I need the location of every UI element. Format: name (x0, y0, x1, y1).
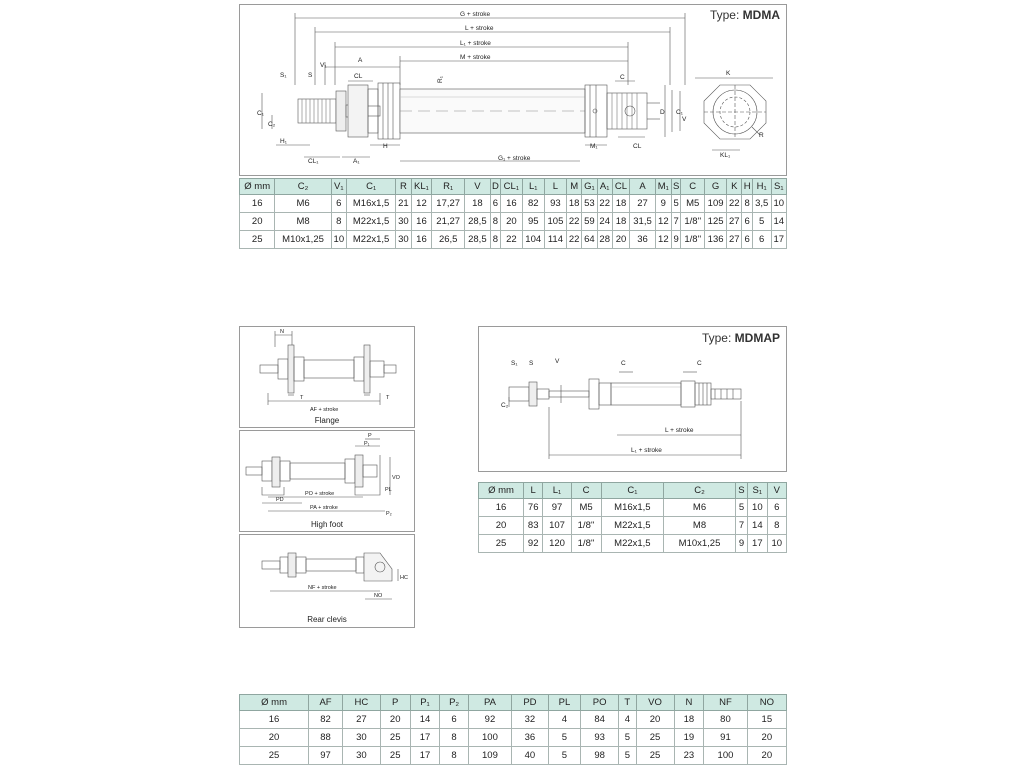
table-cell: 28 (597, 231, 612, 249)
column-header: S₁ (771, 179, 786, 195)
flange-mount-panel (239, 326, 415, 428)
table-cell: 30 (396, 231, 411, 249)
table-row (240, 747, 787, 765)
column-header: CL₁ (501, 179, 523, 195)
table-cell: 80 (704, 711, 747, 729)
column-header: PA (468, 695, 511, 711)
dim-r1: R₁ (437, 76, 444, 83)
column-header: L (544, 179, 566, 195)
table-row (479, 499, 787, 517)
table-cell: M16x1,5 (346, 195, 395, 213)
column-header: G (704, 179, 726, 195)
high-foot-drawing (240, 431, 414, 519)
column-header: PL (548, 695, 580, 711)
table-cell: 12 (655, 231, 671, 249)
table-cell: 100 (704, 747, 747, 765)
table-cell: 91 (704, 729, 747, 747)
column-header: R (396, 179, 411, 195)
column-header: C₁ (346, 179, 395, 195)
table-cell: M8 (275, 213, 331, 231)
table-cell: 120 (543, 535, 571, 553)
table-cell: 93 (544, 195, 566, 213)
table-cell: 22 (567, 213, 582, 231)
column-header: KL₁ (411, 179, 432, 195)
flange-drawing (240, 327, 414, 413)
table-cell: 26,5 (432, 231, 465, 249)
table-cell: 8 (742, 195, 752, 213)
table-cell: 7 (735, 517, 747, 535)
column-header: T (619, 695, 637, 711)
table-cell: 22 (567, 231, 582, 249)
table-cell: 40 (512, 747, 549, 765)
table-cell: 20 (612, 231, 629, 249)
column-header: P (380, 695, 410, 711)
column-header: V (767, 483, 786, 499)
dim-h: H (383, 143, 388, 150)
column-header: PO (581, 695, 619, 711)
table-cell: 30 (396, 213, 411, 231)
dim-po-stroke: PO + stroke (305, 491, 335, 497)
table-cell: 88 (309, 729, 343, 747)
mdma-cylinder-drawing (240, 5, 786, 175)
table-cell: 25 (240, 231, 275, 249)
table-cell: 1/8'' (571, 517, 601, 535)
table-cell: M22x1,5 (601, 517, 664, 535)
column-header: G₁ (582, 179, 597, 195)
dim-m-stroke: M + stroke (460, 54, 491, 61)
table-cell: 10 (767, 535, 786, 553)
table-cell: 25 (380, 729, 410, 747)
table-cell: 32 (512, 711, 549, 729)
table-cell: 36 (630, 231, 656, 249)
table-cell: 6 (742, 231, 752, 249)
table-cell: 5 (735, 499, 747, 517)
column-header: HC (342, 695, 380, 711)
table-cell: 92 (524, 535, 543, 553)
column-header: AF (309, 695, 343, 711)
dim-c2: C₂ (501, 402, 509, 409)
table-cell: 59 (582, 213, 597, 231)
dim-a1: A₁ (353, 158, 360, 165)
dim-vo: VO (392, 475, 400, 481)
rear-clevis-caption: Rear clevis (307, 615, 347, 624)
table-cell: 12 (655, 213, 671, 231)
dim-c: C (620, 74, 625, 81)
table-row (240, 195, 787, 213)
table-cell: 8 (490, 213, 500, 231)
table-cell: 8 (440, 729, 468, 747)
high-foot-mount-panel (239, 430, 415, 532)
table-cell: 6 (742, 213, 752, 231)
table-cell: 25 (636, 729, 674, 747)
dim-l1-stroke: L₁ + stroke (631, 447, 662, 454)
mounting-dimension-table (239, 694, 787, 765)
table-cell: 1/8'' (681, 231, 705, 249)
column-header: M (567, 179, 582, 195)
table-cell: 5 (619, 747, 637, 765)
table-row (240, 231, 787, 249)
dim-pl: PL (385, 487, 392, 493)
table-cell: 18 (674, 711, 704, 729)
table-cell: 18 (612, 195, 629, 213)
table-cell: 25 (240, 747, 309, 765)
table-cell: 28,5 (465, 231, 491, 249)
table-cell: 105 (544, 213, 566, 231)
table-cell: 25 (380, 747, 410, 765)
table-cell: M6 (664, 499, 736, 517)
table-cell: M16x1,5 (601, 499, 664, 517)
dim-c-right: C (697, 360, 702, 367)
dim-g1-stroke: G₁ + stroke (498, 155, 531, 162)
table-cell: 23 (674, 747, 704, 765)
table-cell: 14 (410, 711, 440, 729)
dim-r: R (759, 132, 764, 139)
table-cell: 16 (240, 195, 275, 213)
mdma-dimension-table (239, 178, 787, 249)
column-header: K (727, 179, 742, 195)
rear-clevis-mount-panel (239, 534, 415, 628)
table-cell: 5 (548, 729, 580, 747)
dim-kl1: KL₁ (720, 152, 731, 159)
table-cell: 125 (704, 213, 726, 231)
table-row (479, 517, 787, 535)
dim-p: P (368, 433, 372, 439)
table-cell: 100 (468, 729, 511, 747)
table-cell: 107 (543, 517, 571, 535)
table-cell: 4 (548, 711, 580, 729)
dim-k: K (726, 70, 731, 77)
table-cell: 5 (671, 195, 681, 213)
column-header: C (681, 179, 705, 195)
table-cell: 17 (771, 231, 786, 249)
table-cell: 6 (331, 195, 346, 213)
dim-m1: M₁ (590, 143, 598, 150)
column-header: A (630, 179, 656, 195)
table-cell: 83 (524, 517, 543, 535)
dim-l-stroke: L + stroke (665, 427, 694, 434)
column-header: H (742, 179, 752, 195)
table-cell: 9 (655, 195, 671, 213)
table-cell: 30 (342, 747, 380, 765)
dim-c1-right: C₁ (676, 109, 683, 116)
column-header: L (524, 483, 543, 499)
table-cell: 98 (581, 747, 619, 765)
dim-cl-right: CL (633, 143, 642, 150)
column-header: Ø mm (240, 695, 309, 711)
dim-t-right: T (386, 395, 390, 401)
table-row (240, 213, 787, 231)
table-cell: 22 (727, 195, 742, 213)
dim-d: D (660, 109, 665, 116)
table-cell: 20 (240, 729, 309, 747)
table-cell: M22x1,5 (346, 213, 395, 231)
table-cell: 1/8'' (681, 213, 705, 231)
column-header: M₁ (655, 179, 671, 195)
table-cell: 22 (597, 195, 612, 213)
table-cell: 14 (771, 213, 786, 231)
table-cell: 6 (490, 195, 500, 213)
dim-l-stroke: L + stroke (465, 25, 494, 32)
column-header: S (735, 483, 747, 499)
column-header: CL (612, 179, 629, 195)
table-cell: M6 (275, 195, 331, 213)
table-cell: 20 (747, 747, 786, 765)
table-cell: 6 (767, 499, 786, 517)
table-header-row (240, 179, 787, 195)
column-header: NF (704, 695, 747, 711)
table-cell: 5 (548, 747, 580, 765)
table-cell: 22 (501, 231, 523, 249)
table-cell: 5 (752, 213, 771, 231)
table-cell: 64 (582, 231, 597, 249)
dim-c-left: C (621, 360, 626, 367)
table-cell: 10 (771, 195, 786, 213)
table-cell: 109 (468, 747, 511, 765)
table-cell: 28,5 (465, 213, 491, 231)
mdmap-type-label: Type: MDMAP (701, 331, 780, 345)
table-cell: 76 (524, 499, 543, 517)
column-header: VO (636, 695, 674, 711)
table-cell: 18 (567, 195, 582, 213)
table-cell: 7 (671, 213, 681, 231)
table-cell: 6 (752, 231, 771, 249)
table-cell: 3,5 (752, 195, 771, 213)
mdmap-dimension-table (478, 482, 787, 553)
mdma-type-label: Type: MDMA (709, 8, 780, 22)
table-cell: 27 (630, 195, 656, 213)
table-cell: 82 (522, 195, 544, 213)
table-cell: 36 (512, 729, 549, 747)
dim-no: NO (374, 593, 383, 599)
table-cell: M22x1,5 (601, 535, 664, 553)
table-cell: 17 (410, 747, 440, 765)
table-cell: 114 (544, 231, 566, 249)
dim-pd: PD (276, 497, 284, 503)
dim-cl: CL (354, 73, 363, 80)
flange-caption: Flange (314, 416, 340, 425)
dim-g-stroke: G + stroke (460, 11, 491, 18)
table-cell: 12 (411, 195, 432, 213)
table-cell: 17 (748, 535, 767, 553)
column-header: V (465, 179, 491, 195)
table-cell: 109 (704, 195, 726, 213)
column-header: C₁ (601, 483, 664, 499)
dim-c2: C₂ (268, 121, 276, 128)
table-cell: 21,27 (432, 213, 465, 231)
mdmap-cylinder-drawing (479, 327, 786, 471)
column-header: A₁ (597, 179, 612, 195)
dim-t-left: T (300, 395, 304, 401)
table-cell: 8 (490, 231, 500, 249)
table-cell: 18 (465, 195, 491, 213)
table-cell: 31,5 (630, 213, 656, 231)
table-cell: 14 (748, 517, 767, 535)
table-cell: 136 (704, 231, 726, 249)
dim-p2: P₂ (386, 511, 392, 517)
table-cell: 17,27 (432, 195, 465, 213)
dim-cl1: CL₁ (308, 158, 319, 165)
table-cell: 19 (674, 729, 704, 747)
column-header: R₁ (432, 179, 465, 195)
column-header: L₁ (522, 179, 544, 195)
table-row (479, 535, 787, 553)
table-cell: 27 (342, 711, 380, 729)
table-cell: 20 (380, 711, 410, 729)
table-cell: 30 (342, 729, 380, 747)
mdmap-drawing-panel (478, 326, 787, 472)
table-cell: 17 (410, 729, 440, 747)
table-cell: M5 (681, 195, 705, 213)
table-cell: 20 (479, 517, 524, 535)
column-header: C (571, 483, 601, 499)
column-header: N (674, 695, 704, 711)
dim-a: A (358, 57, 363, 64)
dim-v: V (682, 116, 687, 123)
table-cell: 16 (240, 711, 309, 729)
table-cell: 16 (501, 195, 523, 213)
table-cell: 16 (479, 499, 524, 517)
column-header: D (490, 179, 500, 195)
table-row (240, 729, 787, 747)
mdma-drawing-panel (239, 4, 787, 176)
table-cell: M5 (571, 499, 601, 517)
dim-v: V (555, 358, 560, 365)
dim-v1: V₁ (320, 62, 327, 69)
table-cell: 97 (543, 499, 571, 517)
column-header: Ø mm (479, 483, 524, 499)
table-cell: 53 (582, 195, 597, 213)
rear-clevis-drawing (240, 535, 414, 609)
dim-s1: S₁ (280, 72, 287, 79)
table-cell: 25 (636, 747, 674, 765)
table-cell: 6 (440, 711, 468, 729)
dim-af-stroke: AF + stroke (310, 407, 339, 413)
table-cell: 93 (581, 729, 619, 747)
table-cell: 21 (396, 195, 411, 213)
dim-n: N (280, 329, 284, 335)
dim-s: S (308, 72, 313, 79)
table-cell: 20 (747, 729, 786, 747)
column-header: L₁ (543, 483, 571, 499)
table-cell: 8 (331, 213, 346, 231)
table-cell: 25 (479, 535, 524, 553)
column-header: P₂ (440, 695, 468, 711)
dim-c1: C₁ (257, 110, 264, 117)
table-cell: 4 (619, 711, 637, 729)
column-header: H₁ (752, 179, 771, 195)
dim-nf-stroke: NF + stroke (308, 585, 337, 591)
column-header: S₁ (748, 483, 767, 499)
dim-h1: H₁ (280, 138, 287, 145)
dim-p1: P₁ (364, 441, 370, 447)
column-header: C₂ (664, 483, 736, 499)
table-cell: 20 (636, 711, 674, 729)
table-cell: 10 (748, 499, 767, 517)
column-header: NO (747, 695, 786, 711)
table-cell: 8 (440, 747, 468, 765)
table-cell: 16 (411, 231, 432, 249)
table-header-row (479, 483, 787, 499)
column-header: PD (512, 695, 549, 711)
column-header: S (671, 179, 681, 195)
dim-s: S (529, 360, 534, 367)
table-cell: 8 (767, 517, 786, 535)
table-cell: 9 (735, 535, 747, 553)
table-cell: 1/8'' (571, 535, 601, 553)
dim-pa-stroke: PA + stroke (310, 505, 338, 511)
table-cell: 84 (581, 711, 619, 729)
table-cell: 104 (522, 231, 544, 249)
table-cell: 95 (522, 213, 544, 231)
table-cell: M8 (664, 517, 736, 535)
table-cell: 20 (240, 213, 275, 231)
table-row (240, 711, 787, 729)
column-header: Ø mm (240, 179, 275, 195)
table-cell: 15 (747, 711, 786, 729)
dim-s1: S₁ (511, 360, 518, 367)
table-cell: 16 (411, 213, 432, 231)
high-foot-caption: High foot (310, 520, 344, 529)
dim-hc: HC (400, 575, 408, 581)
table-cell: 5 (619, 729, 637, 747)
column-header: C₂ (275, 179, 331, 195)
table-cell: 27 (727, 231, 742, 249)
table-cell: M22x1,5 (346, 231, 395, 249)
table-cell: 27 (727, 213, 742, 231)
table-cell: 18 (612, 213, 629, 231)
table-cell: 9 (671, 231, 681, 249)
column-header: P₁ (410, 695, 440, 711)
table-cell: 20 (501, 213, 523, 231)
table-cell: M10x1,25 (275, 231, 331, 249)
dim-l1-stroke: L₁ + stroke (460, 40, 491, 47)
table-cell: 10 (331, 231, 346, 249)
table-cell: M10x1,25 (664, 535, 736, 553)
table-header-row (240, 695, 787, 711)
table-cell: 24 (597, 213, 612, 231)
table-cell: 92 (468, 711, 511, 729)
table-cell: 82 (309, 711, 343, 729)
table-cell: 97 (309, 747, 343, 765)
column-header: V₁ (331, 179, 346, 195)
